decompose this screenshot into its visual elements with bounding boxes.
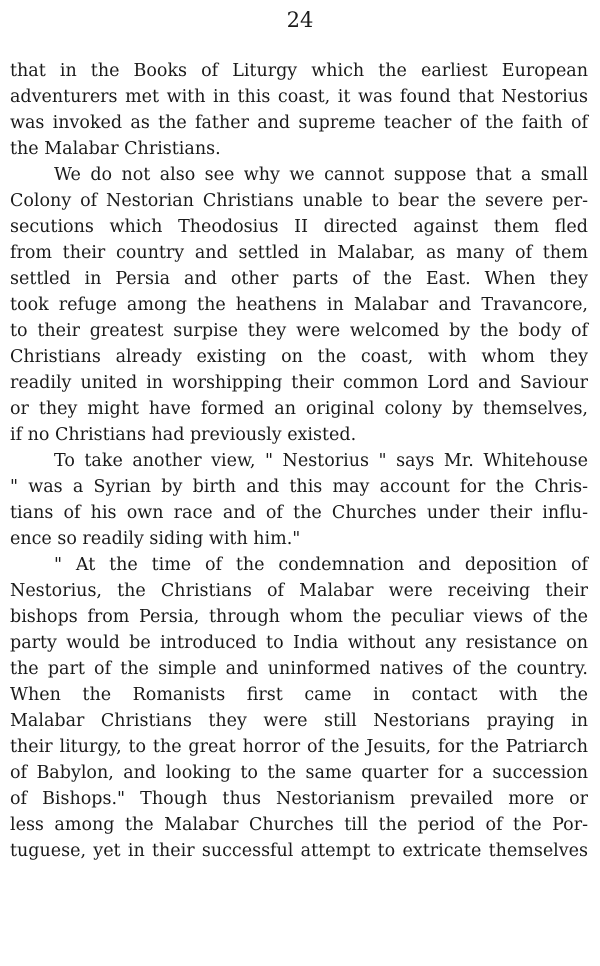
text-line: Malabar Christians they were still Nestorians praying in [10,711,588,731]
text-line: " was a Syrian by birth and this may account for the Chris- [10,477,588,497]
text-line: of Babylon, and looking to the same quarter for a succession [10,763,588,783]
text-line: ence so readily siding with him." [10,529,301,549]
text-line: adventurers met with in this coast, it was found that Nestorius [10,87,588,107]
text-line: tians of his own race and of the Churches under their influ- [10,503,588,523]
text-line: took refuge among the heathens in Malabar and Travancore, [10,295,588,315]
text-line: the Malabar Christians. [10,139,221,159]
text-line: tuguese, yet in their successful attempt to extricate themselves [10,841,588,861]
text-line: " At the time of the condemnation and deposition of [54,555,588,575]
text-line: was invoked as the father and supreme teacher of the faith of [10,113,588,133]
text-line: Nestorius, the Christians of Malabar were receiving their [10,581,588,601]
text-line: if no Christians had previously existed. [10,425,357,445]
text-line: Christians already existing on the coast, with whom they [10,347,588,367]
text-line: from their country and settled in Malabar, as many of them [10,243,588,263]
text-line: readily united in worshipping their common Lord and Saviour [10,373,588,393]
text-line: of Bishops." Though thus Nestorianism prevailed more or [10,789,588,809]
text-line: secutions which Theodosius II directed against them fled [10,217,588,237]
page-number: 24 [286,8,314,32]
paragraph-3 [10,448,588,552]
text-line: party would be introduced to India without any resistance on [10,633,588,653]
text-line: settled in Persia and other parts of the East. When they [10,269,588,289]
text-line: or they might have formed an original colony by themselves, [10,399,588,419]
text-line: To take another view, " Nestorius " says Mr. Whitehouse [54,451,588,471]
text-line: to their greatest surpise they were welcomed by the body of [10,321,588,341]
text-line: that in the Books of Liturgy which the earliest European [10,61,588,81]
text-line: When the Romanists first came in contact with the [10,685,588,705]
text-line: Colony of Nestorian Christians unable to bear the severe per- [10,191,588,211]
text-line: the part of the simple and uninformed natives of the country. [10,659,588,679]
body-text [10,58,588,864]
paragraph-4 [10,552,588,864]
text-line: We do not also see why we cannot suppose that a small [54,165,588,185]
paragraph-1 [10,58,588,162]
text-line: their liturgy, to the great horror of the Jesuits, for the Patriarch [10,737,588,757]
text-line: bishops from Persia, through whom the peculiar views of the [10,607,588,627]
text-line: less among the Malabar Churches till the period of the Por- [10,815,588,835]
paragraph-2 [10,162,588,448]
